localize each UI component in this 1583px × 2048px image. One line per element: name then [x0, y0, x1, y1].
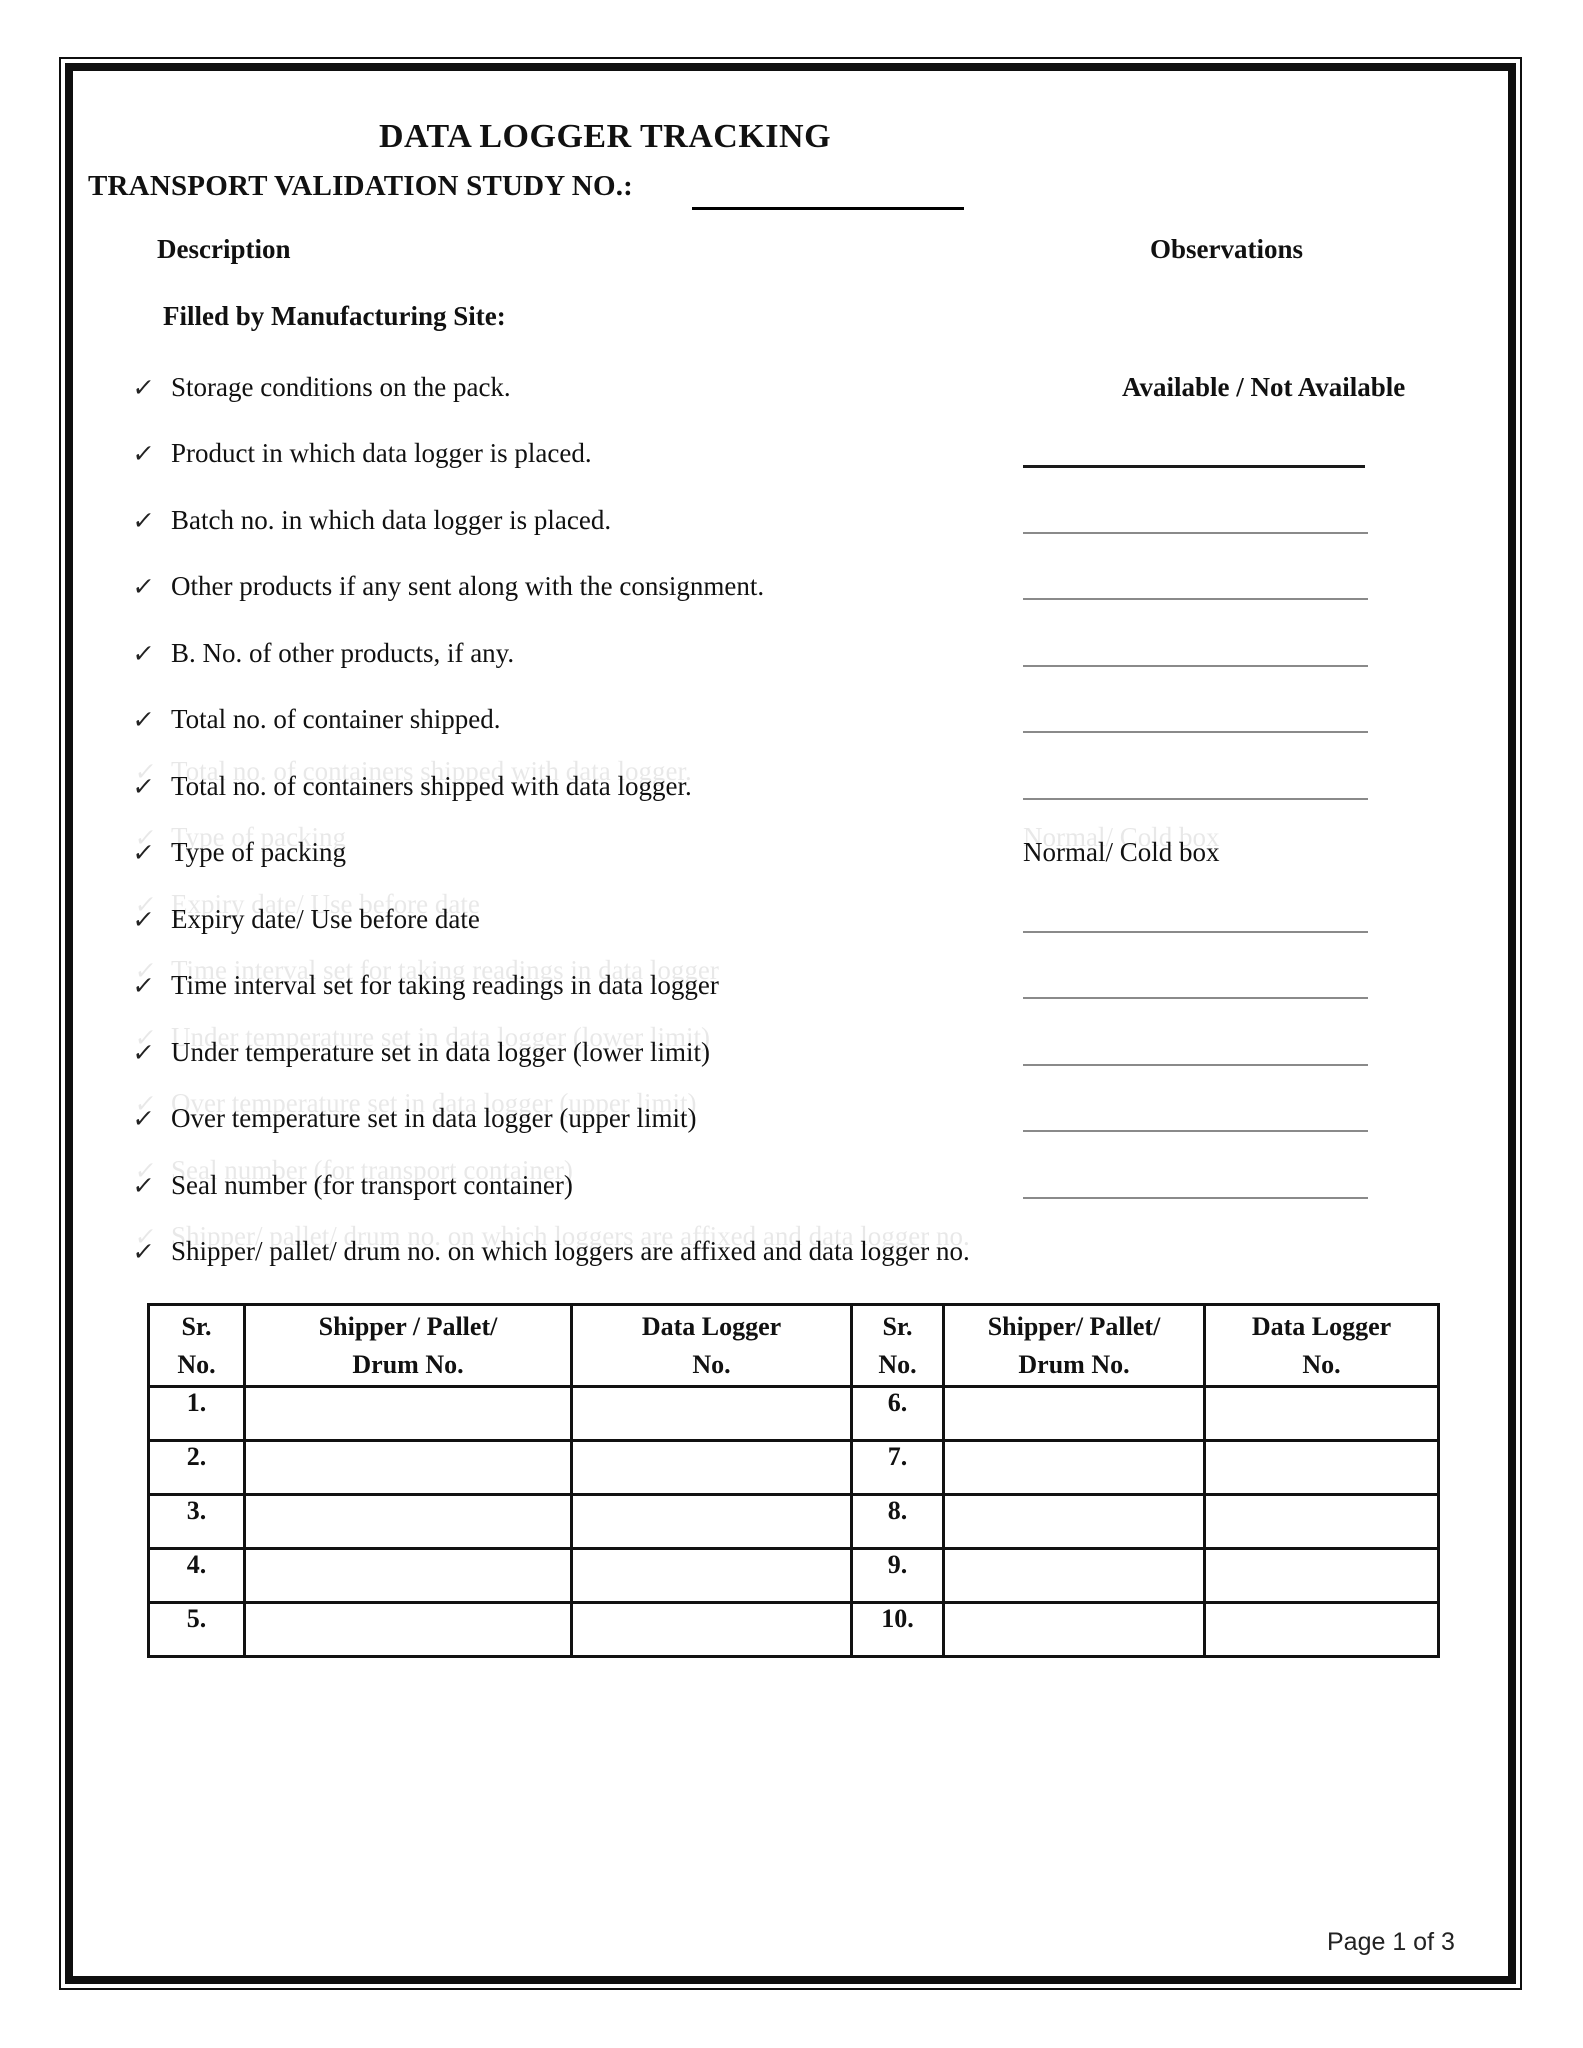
- header-line: Sr.: [181, 1311, 212, 1341]
- logger-cell: [572, 1387, 852, 1441]
- header-line: No.: [177, 1349, 216, 1379]
- sr-no-cell: 1.: [149, 1387, 245, 1441]
- page-title: DATA LOGGER TRACKING: [378, 118, 832, 155]
- checklist-item: [130, 571, 765, 602]
- observation-blank-line: [1023, 1064, 1368, 1066]
- header-line: Shipper / Pallet/: [318, 1311, 498, 1341]
- checklist-item: [130, 837, 347, 868]
- header-line: Shipper/ Pallet/: [987, 1311, 1161, 1341]
- header-shipper-pallet-drum-left: [245, 1305, 572, 1387]
- check-icon: ✓: [130, 506, 156, 535]
- checklist-item: [130, 1236, 970, 1267]
- checklist-item: [130, 1170, 573, 1201]
- table-row: [149, 1549, 1439, 1603]
- check-icon: ✓: [130, 439, 156, 468]
- sr-no-cell: 2.: [149, 1441, 245, 1495]
- logger-cell: [1205, 1495, 1439, 1549]
- checklist-item-label: Time interval set for taking readings in data logger: [171, 970, 719, 1000]
- logger-cell: [1205, 1441, 1439, 1495]
- checklist-item-label: Expiry date/ Use before date: [171, 904, 480, 934]
- shipper-cell: [944, 1495, 1205, 1549]
- check-icon: ✓: [130, 905, 156, 934]
- header-line: No.: [1302, 1349, 1341, 1379]
- check-icon: ✓: [130, 1171, 156, 1200]
- logger-cell: [1205, 1387, 1439, 1441]
- header-sr-no-left: [149, 1305, 245, 1387]
- check-icon: ✓: [130, 705, 156, 734]
- observation-blank-line: [1023, 731, 1368, 733]
- shipper-cell: [245, 1549, 572, 1603]
- sr-no-cell: 9.: [852, 1549, 944, 1603]
- header-line: Data Logger: [1251, 1311, 1392, 1341]
- study-no-blank-line: [692, 182, 964, 210]
- check-icon: ✓: [130, 1237, 156, 1266]
- checklist-item: [130, 904, 480, 935]
- table-header-row: [149, 1305, 1439, 1387]
- sr-no-cell: 7.: [852, 1441, 944, 1495]
- checklist-item-label: Product in which data logger is placed.: [171, 438, 592, 468]
- header-line: Sr.: [882, 1311, 913, 1341]
- page-border-inner: [65, 63, 1516, 1984]
- observation-blank-line: [1023, 1197, 1368, 1199]
- observation-blank-line: [1023, 931, 1368, 933]
- header-line: No.: [878, 1349, 917, 1379]
- observation-blank-line: [1023, 532, 1368, 534]
- checklist-item-label: Type of packing: [171, 837, 347, 867]
- checklist-item-label: Total no. of containers shipped with data logger.: [171, 771, 692, 801]
- shipper-cell: [245, 1441, 572, 1495]
- checklist-item-label: Batch no. in which data logger is placed.: [171, 505, 612, 535]
- logger-cell: [572, 1549, 852, 1603]
- observation-available-not-available: Available / Not Available: [1122, 372, 1406, 402]
- header-line: Drum No.: [352, 1349, 464, 1379]
- sr-no-cell: 8.: [852, 1495, 944, 1549]
- sr-no-cell: 5.: [149, 1603, 245, 1657]
- logger-cell: [1205, 1549, 1439, 1603]
- check-icon: ✓: [130, 772, 156, 801]
- header-sr-no-right: [852, 1305, 944, 1387]
- header-data-logger-no-left: [572, 1305, 852, 1387]
- header-shipper-pallet-drum-right: [944, 1305, 1205, 1387]
- checklist-item: [130, 505, 612, 536]
- header-line: Data Logger: [641, 1311, 782, 1341]
- check-icon: ✓: [130, 971, 156, 1000]
- shipper-cell: [245, 1387, 572, 1441]
- checklist-item: [130, 1103, 697, 1134]
- check-icon: ✓: [130, 1104, 156, 1133]
- logger-cell: [1205, 1603, 1439, 1657]
- table-row: [149, 1441, 1439, 1495]
- logger-cell: [572, 1603, 852, 1657]
- observation-normal-cold-box: Normal/ Cold box: [1023, 837, 1220, 867]
- observation-blank-line: [1023, 798, 1368, 800]
- observation-blank-line: [1023, 665, 1368, 667]
- header-line: No.: [692, 1349, 731, 1379]
- logger-cell: [572, 1441, 852, 1495]
- observation-blank-line: [1023, 598, 1368, 600]
- table-row: [149, 1387, 1439, 1441]
- observation-blank-line: [1023, 1130, 1368, 1132]
- header-line: Drum No.: [1018, 1349, 1130, 1379]
- checklist-item-label: Seal number (for transport container): [171, 1170, 573, 1200]
- study-no-label: TRANSPORT VALIDATION STUDY NO.:: [88, 170, 634, 202]
- sr-no-cell: 6.: [852, 1387, 944, 1441]
- shipper-cell: [245, 1603, 572, 1657]
- checklist-item: [130, 438, 592, 469]
- observations-column-heading: Observations: [1150, 234, 1304, 264]
- checklist-item-label: Storage conditions on the pack.: [171, 372, 511, 402]
- checklist-item-label: Other products if any sent along with the consignment.: [171, 571, 765, 601]
- shipper-cell: [944, 1387, 1205, 1441]
- table-row: [149, 1603, 1439, 1657]
- observation-blank-line: [1023, 465, 1365, 468]
- shipper-cell: [944, 1549, 1205, 1603]
- check-icon: ✓: [130, 639, 156, 668]
- sr-no-cell: 10.: [852, 1603, 944, 1657]
- sr-no-cell: 4.: [149, 1549, 245, 1603]
- check-icon: ✓: [130, 572, 156, 601]
- check-icon: ✓: [130, 373, 156, 402]
- checklist-item-label: B. No. of other products, if any.: [171, 638, 515, 668]
- checklist-item: [130, 771, 692, 802]
- observation-blank-line: [1023, 997, 1368, 999]
- checklist-item: [130, 1037, 711, 1068]
- data-logger-table: [147, 1303, 1440, 1658]
- shipper-cell: [944, 1441, 1205, 1495]
- checklist-item-label: Under temperature set in data logger (lower limit): [171, 1037, 711, 1067]
- check-icon: ✓: [130, 1038, 156, 1067]
- sr-no-cell: 3.: [149, 1495, 245, 1549]
- table-row: [149, 1495, 1439, 1549]
- check-icon: ✓: [130, 838, 156, 867]
- description-column-heading: Description: [157, 234, 291, 264]
- checklist-item-label: Shipper/ pallet/ drum no. on which loggers are affixed and data logger no.: [171, 1236, 970, 1266]
- checklist-item: [130, 638, 515, 669]
- checklist-item: [130, 970, 719, 1001]
- logger-cell: [572, 1495, 852, 1549]
- checklist-item: [130, 704, 501, 735]
- checklist-item: [130, 372, 511, 403]
- shipper-cell: [944, 1603, 1205, 1657]
- header-data-logger-no-right: [1205, 1305, 1439, 1387]
- checklist-item-label: Total no. of container shipped.: [171, 704, 501, 734]
- page-number: Page 1 of 3: [1327, 1928, 1455, 1956]
- shipper-cell: [245, 1495, 572, 1549]
- section-heading-filled-by-manufacturing-site: Filled by Manufacturing Site:: [163, 301, 506, 331]
- checklist-item-label: Over temperature set in data logger (upper limit): [171, 1103, 697, 1133]
- page-border: [59, 57, 1522, 1990]
